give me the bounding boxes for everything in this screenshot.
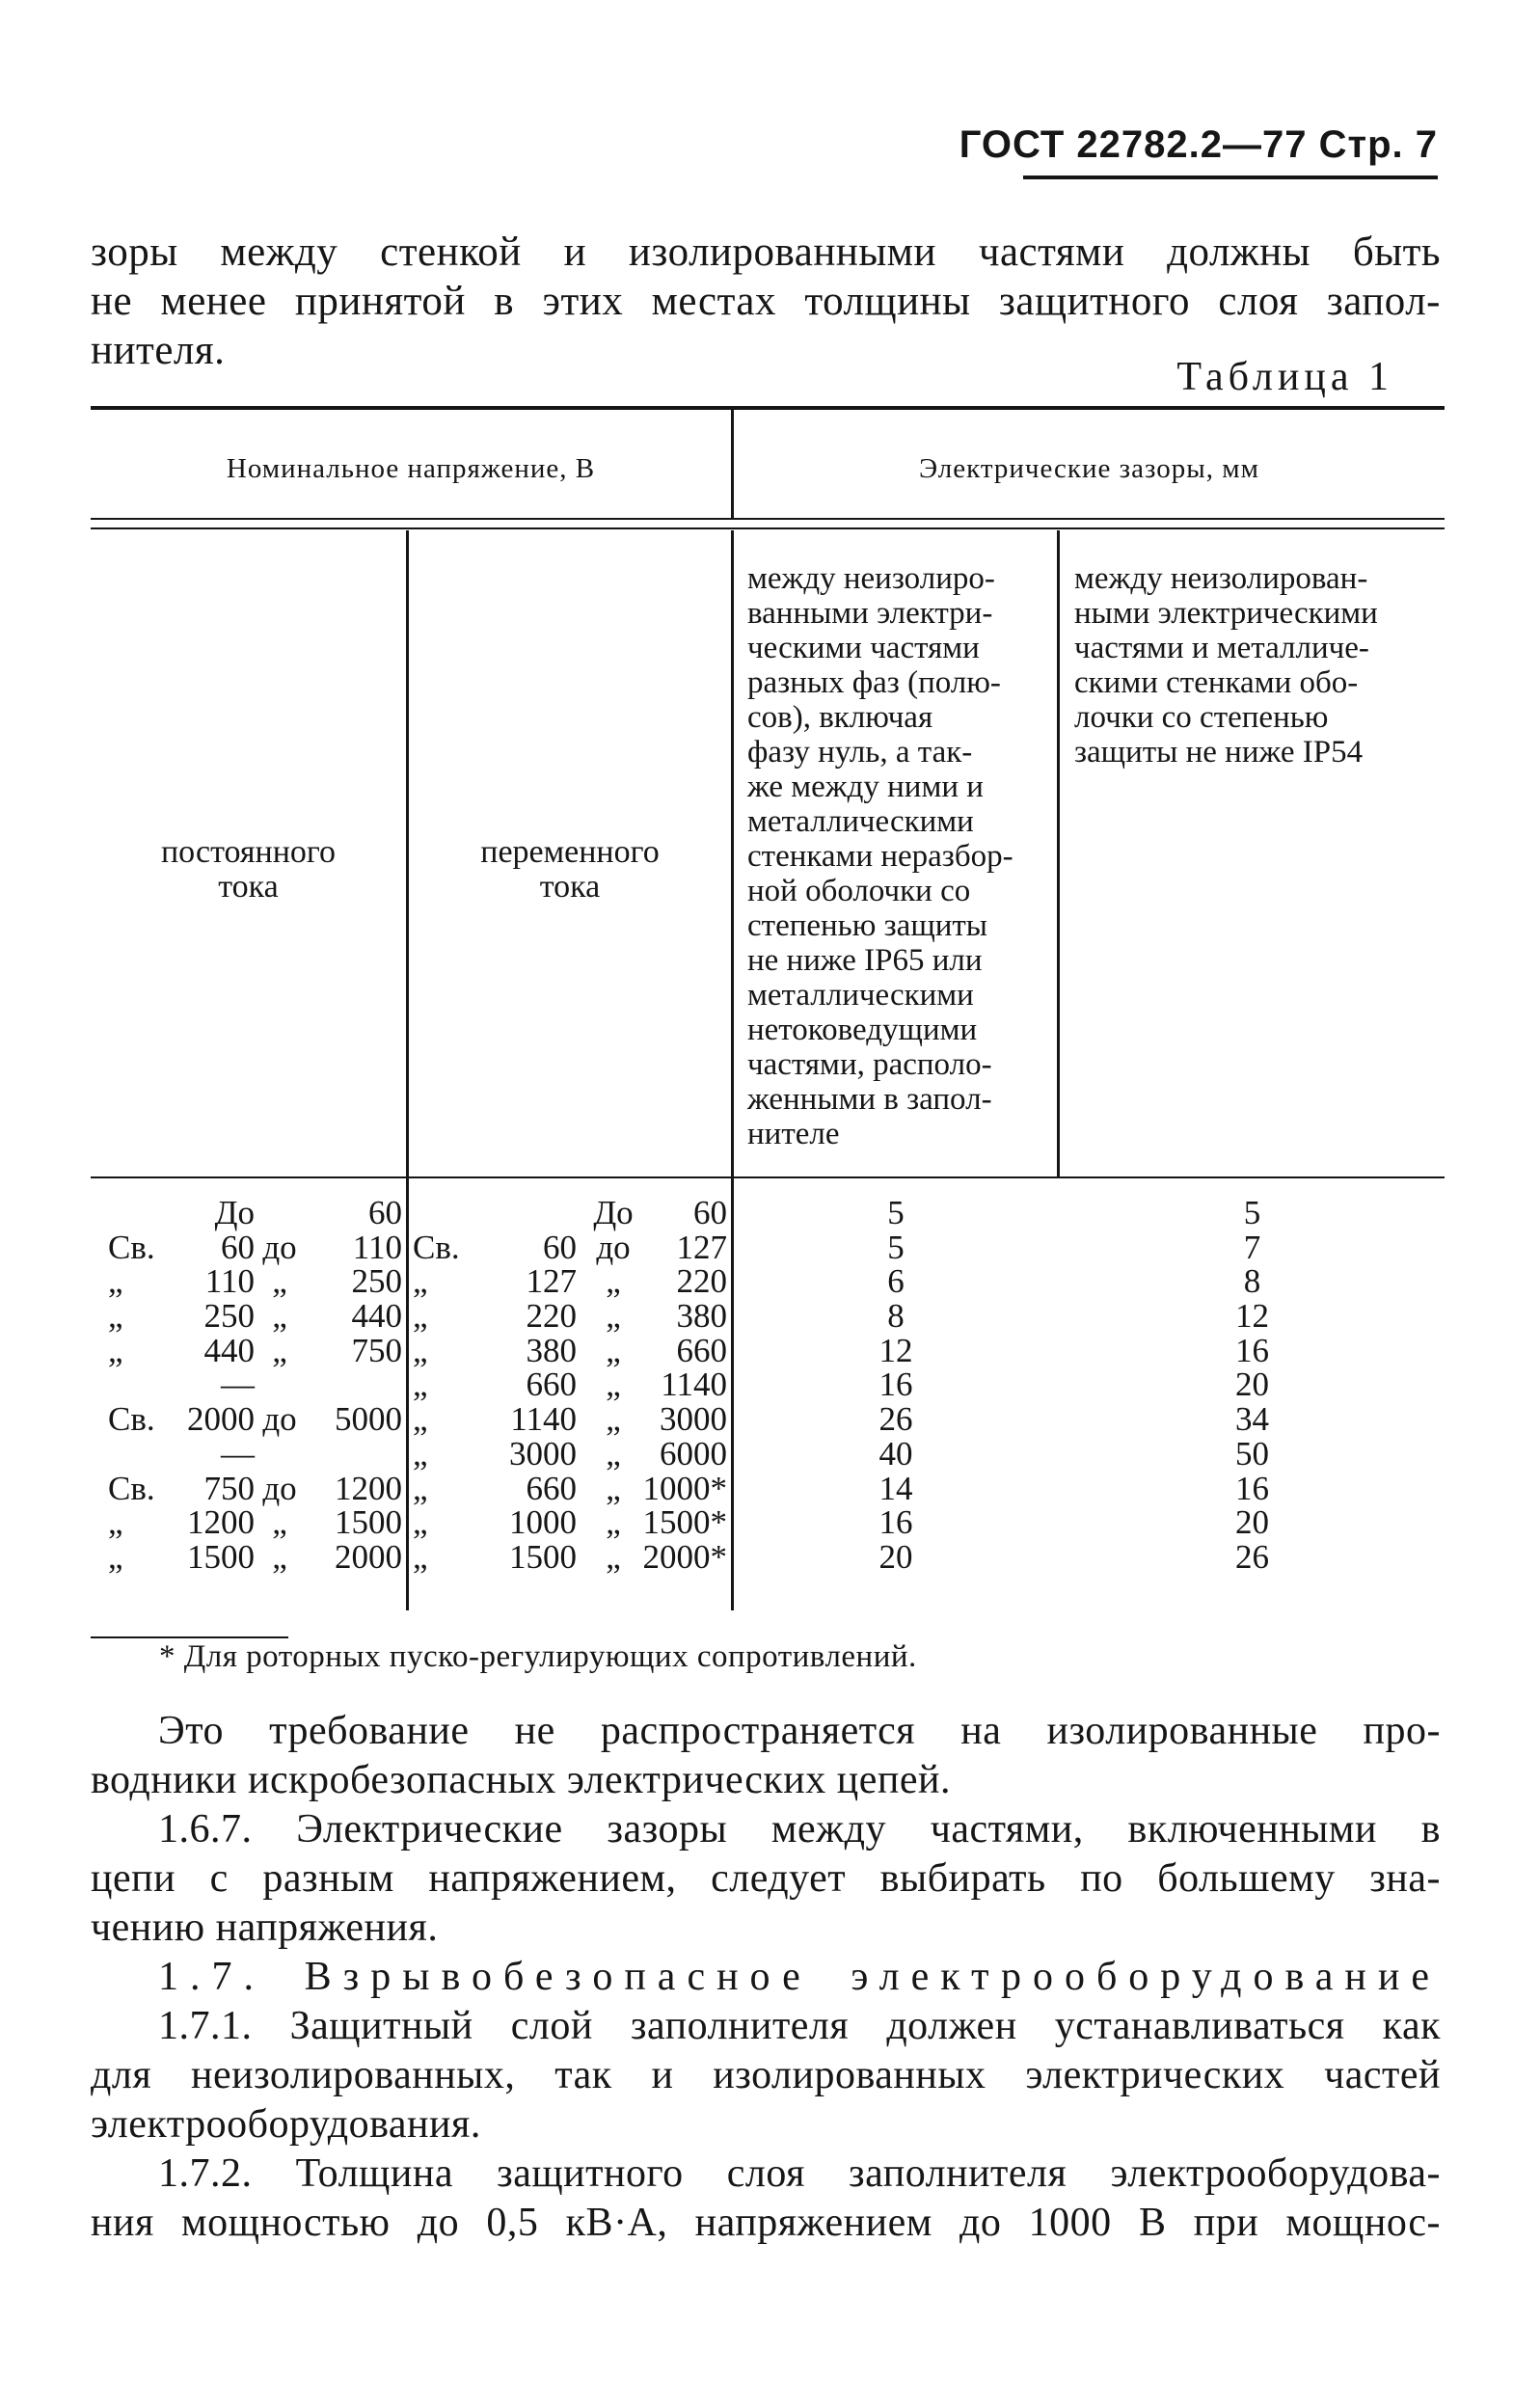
table-row xyxy=(413,1434,727,1473)
prefix-cell: „ xyxy=(413,1469,428,1507)
from-value-cell: 1200 xyxy=(187,1503,255,1542)
connector-cell: „ xyxy=(272,1331,287,1369)
prefix-cell: „ xyxy=(108,1331,123,1369)
prefix-cell: „ xyxy=(413,1331,428,1369)
connector-cell: „ xyxy=(272,1297,287,1336)
col-header-wall-clearance xyxy=(1074,561,1441,770)
to-value-cell: 110 xyxy=(352,1228,402,1266)
from-value-cell: 660 xyxy=(526,1469,577,1507)
table-header-rule-1 xyxy=(91,518,1445,520)
col-header-dc xyxy=(91,835,406,905)
table-cell-value: 12 xyxy=(878,1331,913,1369)
table-row xyxy=(413,1367,727,1402)
table-row xyxy=(108,1196,402,1230)
text-line: лочки со степенью xyxy=(1074,700,1329,735)
to-value-cell: 660 xyxy=(676,1331,727,1369)
table-cell-value: 50 xyxy=(1235,1434,1269,1473)
table-row xyxy=(413,1299,727,1334)
text-line: цепи с разным напряжением, следует выбирать по большему зна- xyxy=(91,1856,1441,1901)
ac-voltage-column xyxy=(413,1196,727,1575)
text-line: тока xyxy=(218,869,279,905)
table-cell-value: 26 xyxy=(1235,1537,1269,1576)
table-cell-value: 16 xyxy=(878,1503,913,1542)
text-line: стенками неразбор- xyxy=(747,839,1013,874)
connector-cell: „ xyxy=(606,1537,621,1576)
header-clearances: Электрические зазоры, мм xyxy=(919,453,1259,484)
from-value-cell: 220 xyxy=(526,1297,577,1336)
table-cell-value: 16 xyxy=(878,1365,913,1404)
wall-clearance-column xyxy=(1060,1196,1445,1575)
to-value-cell: 3000 xyxy=(660,1400,727,1439)
text-line: нителе xyxy=(747,1117,840,1151)
text-line: ной оболочки со xyxy=(747,874,971,908)
to-value-cell: 127 xyxy=(676,1228,727,1266)
text-line: ческими частями xyxy=(747,631,980,665)
table-row xyxy=(108,1469,402,1507)
text-line: частями, располо- xyxy=(747,1047,992,1082)
to-value-cell: 60 xyxy=(368,1194,402,1231)
to-value-cell: 750 xyxy=(351,1331,402,1369)
from-value-cell: 380 xyxy=(526,1331,577,1369)
from-value-cell: До xyxy=(214,1194,255,1231)
phase-clearance-column xyxy=(735,1196,1057,1575)
text-line: переменного xyxy=(480,834,660,870)
table-row xyxy=(108,1505,402,1540)
prefix-cell: „ xyxy=(413,1297,428,1336)
text-line: защиты не ниже IP54 xyxy=(1074,735,1364,770)
page-header xyxy=(959,123,1438,167)
to-value-cell: 2000 xyxy=(335,1537,402,1576)
text-line: водники искробезопасных электрических цепей. xyxy=(91,1758,951,1802)
table-cell-value: 20 xyxy=(1235,1503,1269,1542)
text-line: степенью защиты xyxy=(747,908,987,943)
column-divider-2 xyxy=(731,530,734,1610)
text-line: не менее принятой в этих местах толщины защитного слоя запол- xyxy=(91,279,1441,324)
connector-cell: „ xyxy=(606,1503,621,1542)
connector-cell: До xyxy=(593,1194,634,1231)
from-value-cell: 440 xyxy=(203,1331,255,1369)
text-line: ния мощностью до 0,5 кВ·А, напряжением до 1000 В при мощнос- xyxy=(91,2201,1441,2245)
table-top-rule xyxy=(91,406,1445,410)
table-cell-value: 20 xyxy=(1235,1365,1269,1404)
to-value-cell: 380 xyxy=(676,1297,727,1336)
prefix-cell: Св. xyxy=(108,1469,155,1507)
prefix-cell: „ xyxy=(108,1262,123,1301)
prefix-cell: „ xyxy=(413,1537,428,1576)
connector-cell: до xyxy=(262,1400,297,1439)
table-cell-value: 5 xyxy=(887,1194,905,1231)
to-value-cell: 60 xyxy=(693,1194,727,1231)
table-row xyxy=(413,1505,727,1540)
prefix-cell: Св. xyxy=(108,1228,155,1266)
table-cell-value: 16 xyxy=(1235,1469,1269,1507)
connector-cell: „ xyxy=(606,1262,621,1301)
text-line: между неизолирован- xyxy=(1074,561,1368,596)
from-value-cell: 127 xyxy=(526,1262,577,1301)
col-header-phase-clearance xyxy=(747,561,1048,1151)
table-cell-value: 40 xyxy=(878,1434,913,1473)
table-cell-value: 16 xyxy=(1235,1331,1269,1369)
section-heading: 1.7. Взрывобезопасное электрооборудование xyxy=(158,1955,1441,1999)
text-line: женными в запол- xyxy=(747,1082,992,1117)
table-cell-value: 20 xyxy=(878,1537,913,1576)
from-value-cell: 1000 xyxy=(509,1503,577,1542)
to-value-cell: 1500 xyxy=(335,1503,402,1542)
text-line: 1.7.2. Толщина защитного слоя заполнителя электрооборудова- xyxy=(158,2151,1441,2196)
table-cell-value: 34 xyxy=(1235,1400,1269,1439)
page-header-title: ГОСТ 22782.2—77 Стр. 7 xyxy=(959,123,1438,166)
body-text xyxy=(91,1707,1441,2248)
prefix-cell: „ xyxy=(108,1503,123,1542)
table-row xyxy=(108,1230,402,1265)
table-row xyxy=(108,1402,402,1437)
table-row xyxy=(413,1331,727,1369)
connector-cell: „ xyxy=(606,1297,621,1336)
to-value-cell: 220 xyxy=(676,1262,727,1301)
to-value-cell: 5000 xyxy=(335,1400,402,1439)
prefix-cell: „ xyxy=(413,1262,428,1301)
from-value-cell: 660 xyxy=(526,1365,577,1404)
to-value-cell: 1200 xyxy=(335,1469,402,1507)
col-header-ac xyxy=(409,835,731,905)
prefix-cell: „ xyxy=(413,1503,428,1542)
text-line: разных фаз (полю- xyxy=(747,665,1001,700)
text-line: электрооборудования. xyxy=(91,2102,481,2147)
footnote-rule xyxy=(91,1636,288,1638)
from-value-cell: 750 xyxy=(203,1469,255,1507)
from-value-cell: 1500 xyxy=(187,1537,255,1576)
text-line: тока xyxy=(539,869,601,905)
text-line: нителя. xyxy=(91,328,226,373)
from-value-cell: 60 xyxy=(221,1228,255,1266)
text-line: ными электрическими xyxy=(1074,596,1378,631)
connector-cell: до xyxy=(262,1228,297,1266)
text-line: частями и металличе- xyxy=(1074,631,1369,665)
table-row xyxy=(108,1331,402,1369)
table-row xyxy=(413,1264,727,1299)
text-line: для неизолированных, так и изолированных электрических частей xyxy=(91,2053,1441,2097)
to-value-cell: 1140 xyxy=(661,1365,727,1404)
connector-cell: „ xyxy=(606,1365,621,1404)
text-line: постоянного xyxy=(160,834,337,870)
to-value-cell: 2000* xyxy=(642,1537,727,1576)
dc-voltage-column xyxy=(108,1196,402,1575)
subheader-bottom-rule xyxy=(91,1176,1445,1178)
from-value-cell: 2000 xyxy=(187,1400,255,1439)
prefix-cell: „ xyxy=(413,1400,428,1439)
prefix-cell: Св. xyxy=(108,1400,155,1439)
prefix-cell: Св. xyxy=(413,1228,460,1266)
header-nominal-voltage: Номинальное напряжение, В xyxy=(226,453,596,484)
from-value-cell: 1500 xyxy=(509,1537,577,1576)
connector-cell: „ xyxy=(606,1400,621,1439)
table-row xyxy=(413,1196,727,1230)
table-header-rule-2 xyxy=(91,527,1445,529)
to-value-cell: 1500* xyxy=(642,1503,727,1542)
from-value-cell: 60 xyxy=(543,1228,577,1266)
text-line: 1.6.7. Электрические зазоры между частями, включенными в xyxy=(158,1807,1441,1852)
connector-cell: до xyxy=(262,1469,297,1507)
prefix-cell: „ xyxy=(413,1434,428,1473)
table-row xyxy=(413,1230,727,1265)
text-line: между неизолиро- xyxy=(747,561,995,596)
table-cell-value: 7 xyxy=(1243,1228,1261,1266)
table-row xyxy=(413,1469,727,1507)
from-value-cell: 1140 xyxy=(510,1400,577,1439)
table-row xyxy=(108,1537,402,1576)
table-row xyxy=(413,1537,727,1576)
text-line: металлическими xyxy=(747,804,974,839)
table-cell-value: 26 xyxy=(878,1400,913,1439)
connector-cell: „ xyxy=(606,1331,621,1369)
text-line: зоры между стенкой и изолированными частями должны быть xyxy=(91,230,1441,275)
text-line: металлическими xyxy=(747,978,974,1013)
to-value-cell: 440 xyxy=(351,1297,402,1336)
text-line: скими стенками обо- xyxy=(1074,665,1359,700)
from-value-cell: 3000 xyxy=(509,1434,577,1473)
text-line: ванными электри- xyxy=(747,596,993,631)
text-line: не ниже IP65 или xyxy=(747,943,983,978)
prefix-cell: „ xyxy=(108,1297,123,1336)
column-divider-1 xyxy=(406,530,409,1610)
table-cell-value: 8 xyxy=(887,1297,905,1336)
table-cell-value: 12 xyxy=(1235,1297,1269,1336)
connector-cell: „ xyxy=(606,1469,621,1507)
table-cell-value: 6 xyxy=(887,1262,905,1301)
connector-cell: „ xyxy=(272,1537,287,1576)
connector-cell: „ xyxy=(272,1503,287,1542)
from-value-cell: — xyxy=(221,1365,255,1404)
table-row xyxy=(108,1434,402,1473)
connector-cell: „ xyxy=(606,1434,621,1473)
to-value-cell: 1000* xyxy=(642,1469,727,1507)
text-line: нетоковедущими xyxy=(747,1013,978,1047)
table-cell-value: 14 xyxy=(878,1469,913,1507)
table-cell-value: 5 xyxy=(887,1228,905,1266)
table-row xyxy=(108,1367,402,1402)
from-value-cell: — xyxy=(221,1434,255,1473)
text-line: фазу нуль, а так- xyxy=(747,735,973,770)
connector-cell: до xyxy=(596,1228,631,1266)
table-row xyxy=(108,1299,402,1334)
table-caption: Таблица 1 xyxy=(1176,355,1393,399)
text-line: же между ними и xyxy=(747,770,984,804)
column-divider-3 xyxy=(1057,530,1060,1178)
prefix-cell: „ xyxy=(108,1537,123,1576)
table-row xyxy=(413,1402,727,1437)
from-value-cell: 250 xyxy=(203,1297,255,1336)
text-line: Это требование не распространяется на изолированные про- xyxy=(158,1709,1441,1753)
from-value-cell: 110 xyxy=(204,1262,255,1301)
table-cell-value: 8 xyxy=(1243,1262,1261,1301)
header-rule xyxy=(1023,176,1438,179)
text-line: сов), включая xyxy=(747,700,933,735)
to-value-cell: 6000 xyxy=(660,1434,727,1473)
footnote: * Для роторных пуско-регулирующих сопротивлений. xyxy=(159,1639,917,1674)
connector-cell: „ xyxy=(272,1262,287,1301)
text-line: 1.7.1. Защитный слой заполнителя должен устанавливаться как xyxy=(158,2004,1441,2048)
prefix-cell: „ xyxy=(413,1365,428,1404)
table-row xyxy=(108,1264,402,1299)
text-line: чению напряжения. xyxy=(91,1906,439,1950)
table-cell-value: 5 xyxy=(1243,1194,1261,1231)
to-value-cell: 250 xyxy=(351,1262,402,1301)
